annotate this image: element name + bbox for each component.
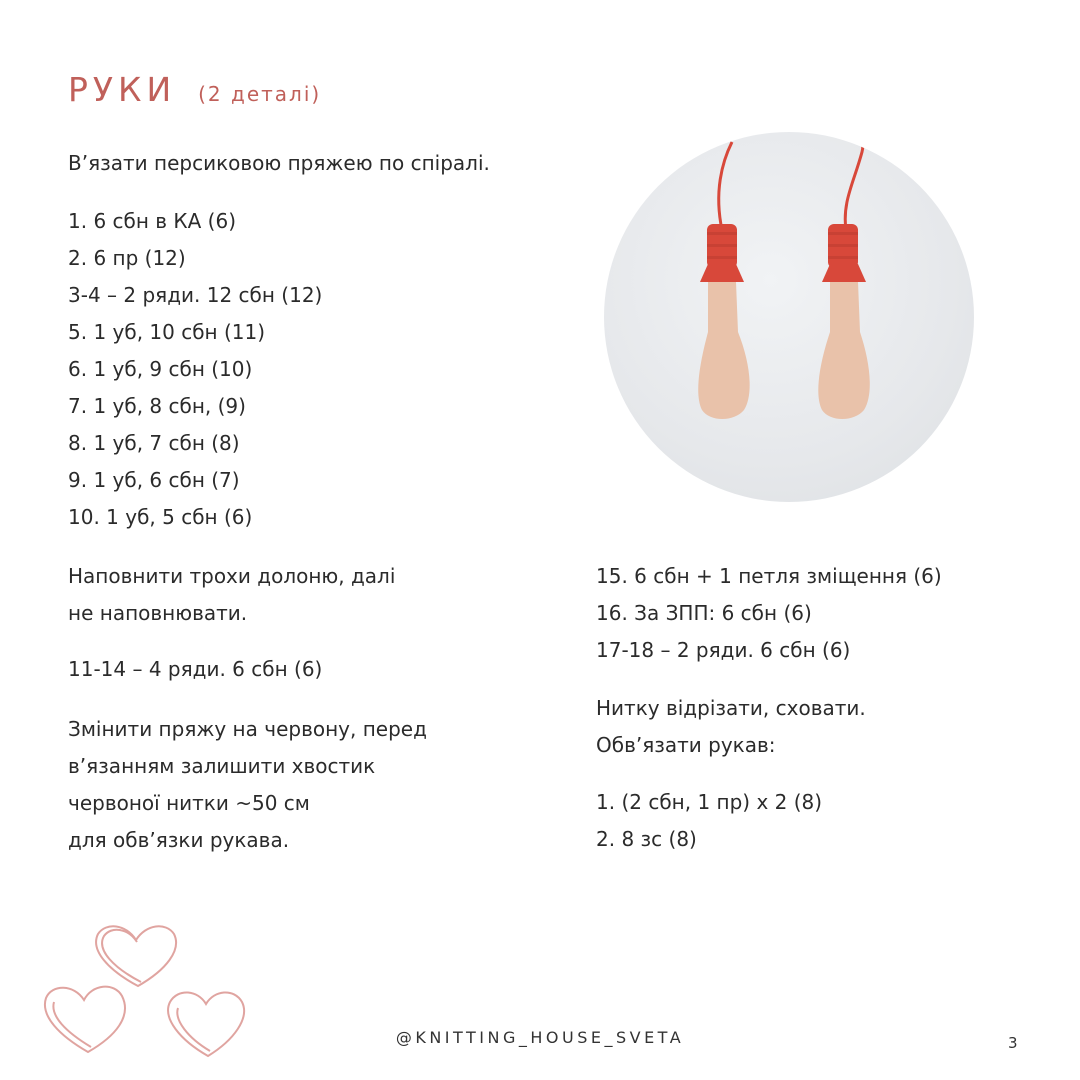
intro-line: В’язати персиковою пряжею по спіралі. (68, 151, 490, 175)
row-item: 2. 6 пр (12) (68, 246, 186, 270)
arms-photo (604, 132, 974, 502)
finish-line: Нитку відрізати, сховати. (596, 696, 866, 720)
change-yarn-line: для обв’язки рукава. (68, 828, 290, 852)
finish-line: Обв’язати рукав: (596, 733, 776, 757)
stuffing-note-line: Наповнити трохи долоню, далі (68, 564, 396, 588)
row-item: 8. 1 уб, 7 сбн (8) (68, 431, 240, 455)
page-number: 3 (1008, 1034, 1018, 1052)
row-item: 6. 1 уб, 9 сбн (10) (68, 357, 253, 381)
crochet-arms-illustration (604, 132, 974, 502)
row-item: 5. 1 уб, 10 сбн (11) (68, 320, 266, 344)
row-item: 1. (2 сбн, 1 пр) х 2 (8) (596, 790, 823, 814)
change-yarn-line: червоної нитки ~50 см (68, 791, 310, 815)
section-header (68, 70, 321, 109)
row-item: 15. 6 сбн + 1 петля зміщення (6) (596, 564, 942, 588)
sleeve-rows (596, 784, 822, 858)
row-item: 16. За ЗПП: 6 сбн (6) (596, 601, 812, 625)
stuffing-note-line: не наповнювати. (68, 601, 248, 625)
row-item: 10. 1 уб, 5 сбн (6) (68, 505, 253, 529)
row-item: 17-18 – 2 ряди. 6 сбн (6) (596, 638, 851, 662)
stuffing-note (68, 558, 395, 632)
row-item: 2. 8 зс (8) (596, 827, 697, 851)
row-item: 1. 6 сбн в КА (6) (68, 209, 236, 233)
rows-list-right (596, 558, 942, 669)
change-yarn-note (68, 711, 427, 859)
rows-list-left (68, 203, 322, 536)
change-yarn-line: в’язанням залишити хвостик (68, 754, 376, 778)
row-item: 3-4 – 2 ряди. 12 сбн (12) (68, 283, 323, 307)
finish-note (596, 690, 866, 764)
row-item: 9. 1 уб, 6 сбн (7) (68, 468, 240, 492)
instagram-handle: @KNITTING_HOUSE_SVETA (395, 1028, 685, 1047)
rows-11-14 (68, 651, 322, 688)
page-subtitle: (2 деталі) (198, 82, 322, 106)
change-yarn-line: Змінити пряжу на червону, перед (68, 717, 427, 741)
row-item: 7. 1 уб, 8 сбн, (9) (68, 394, 246, 418)
intro-text (68, 145, 490, 182)
row-item: 11-14 – 4 ряди. 6 сбн (6) (68, 657, 323, 681)
page-title: РУКИ (68, 70, 177, 109)
